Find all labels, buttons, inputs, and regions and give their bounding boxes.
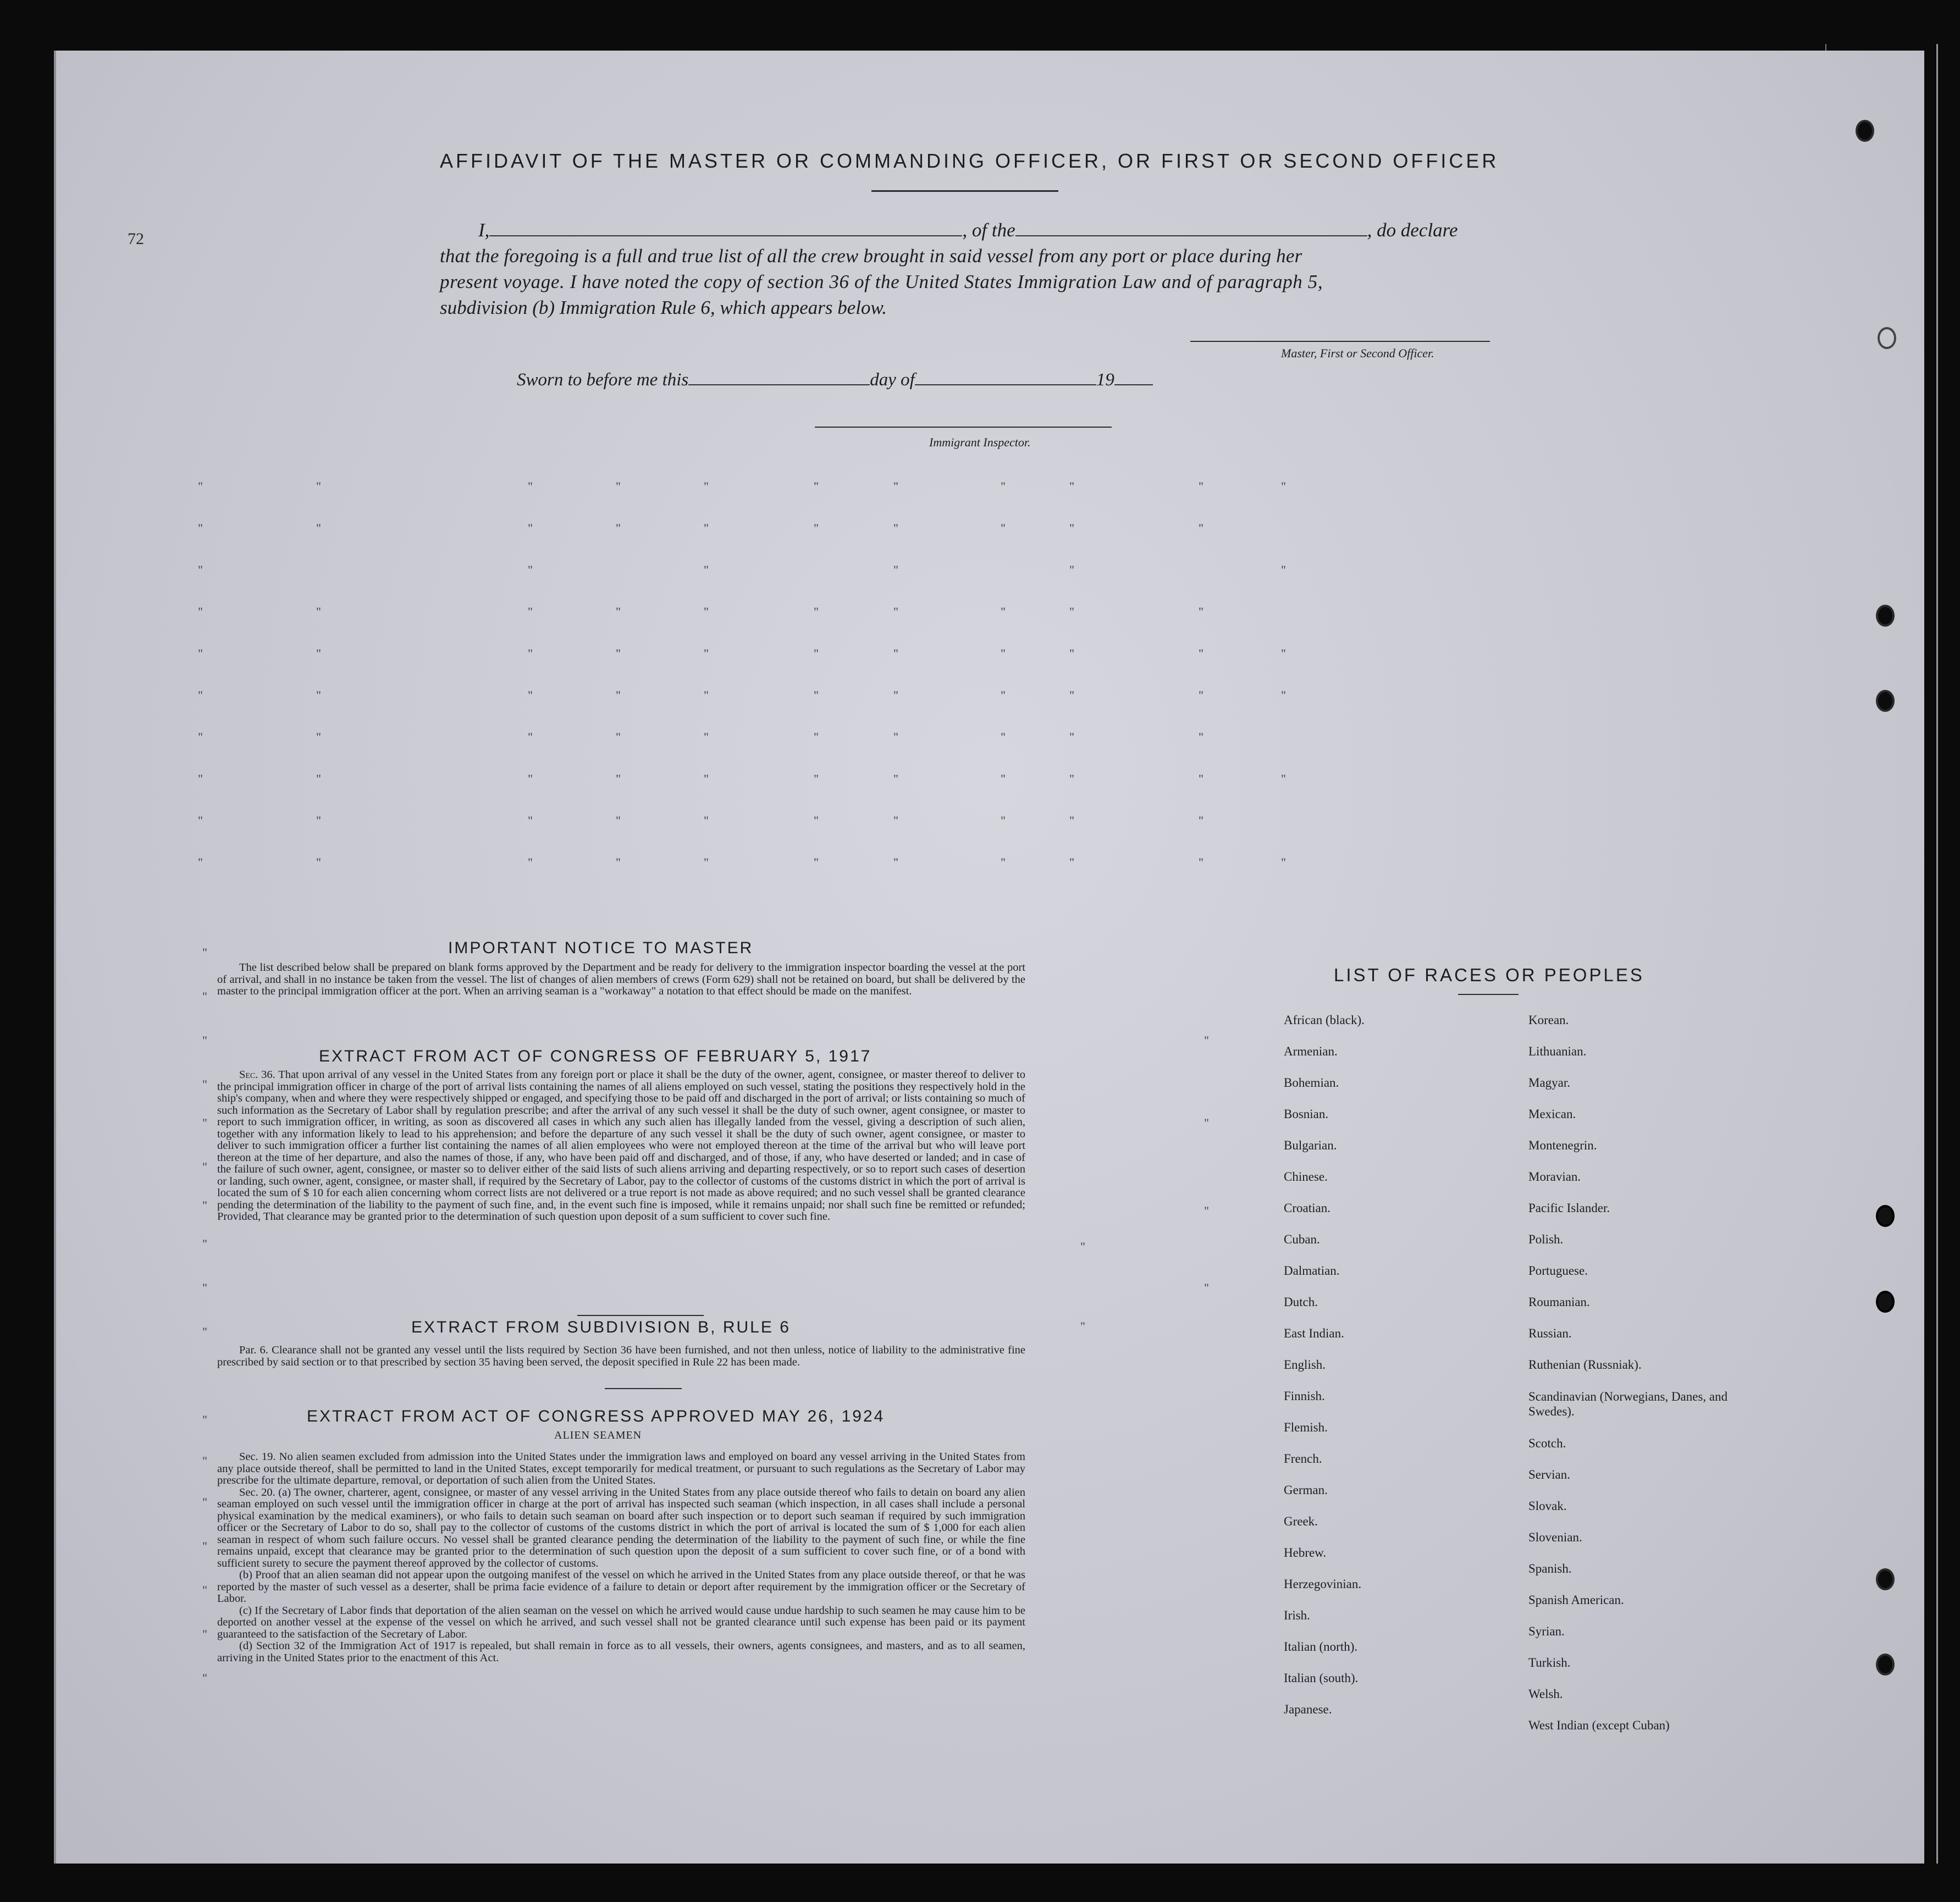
ditto-mark: "	[198, 772, 203, 786]
ditto-mark: "	[893, 688, 898, 702]
stamp-mark: 72	[128, 230, 144, 248]
race-item: West Indian (except Cuban)	[1528, 1718, 1670, 1732]
binder-hole	[1856, 120, 1874, 142]
race-item: Servian.	[1528, 1468, 1571, 1481]
race-item: Slovenian.	[1528, 1530, 1582, 1544]
race-item: Spanish American.	[1528, 1593, 1624, 1607]
race-item: Ruthenian (Russniak).	[1528, 1358, 1642, 1372]
sworn-day-blank	[688, 384, 870, 385]
ditto-mark: "	[316, 855, 321, 869]
ditto-mark: "	[202, 1198, 207, 1212]
ditto-mark: "	[814, 730, 819, 744]
ditto-mark: "	[893, 563, 898, 577]
ditto-mark: "	[1001, 855, 1006, 869]
extract-rule6-text	[217, 1345, 1025, 1368]
sworn-month-blank	[915, 384, 1096, 385]
ditto-mark: "	[316, 814, 321, 827]
ditto-mark: "	[1069, 646, 1074, 660]
race-item: English.	[1284, 1358, 1326, 1372]
sec-20c-text: (c) If the Secretary of Labor finds that deportation of the alien seaman on the vessel on which he arrived would cause undue hardship to such seamen he may cause him to be deported on another vessel at the expense of the vessel on which he arrived, and such vessel shall not be granted clearance until such expense has been paid or its payment guaranteed to the satisfaction of the Secretary of Labor.	[217, 1604, 1025, 1640]
affidavit-of-the: , of the	[962, 219, 1015, 241]
ditto-mark: "	[704, 688, 709, 702]
race-item: German.	[1284, 1483, 1328, 1497]
ditto-mark: "	[316, 772, 321, 786]
ditto-mark: "	[616, 605, 621, 618]
sec-36-text: That upon arrival of any vessel in the United States from any foreign port or place it shall be the duty of the owner, agent, consignee, or master thereof to deliver to the principal immigration officer in charge of the port of arrival lists containing the names of all aliens employed on such vessel, stating the positions they respectively hold in the ship's company, when and where they were respectively shipped or engaged, and specifying those to be paid off and discharged in the port of arrival; or lists containing so much of such information as the Secretary of Labor shall by regulation prescribe; and after the arrival of any such vessel it shall be the duty of such owner, agent consignee, or master to report to such immigration officer, in writing, as soon as discovered all cases in which any such alien has illegally landed from the vessel, giving a description of such alien, together with any information likely to lead to his apprehension; and before the departure of any such vessel it shall be the duty of such owner, agent consignee, or master to deliver to such immigration officer a further list containing the names of all alien employees who were not employed thereon at the time of the arrival but who will leave port thereon at the time of her departure, and also the names of those, if any, who have been paid off and discharged, and of those, if any, who have deserted or landed; and in case of the failure of such owner, agent, consignee, or master so to deliver either of the said lists of such aliens arriving and departing respectively, or so to report such cases of desertion or landing, such owner, agent, consignee, or master shall, if required by the Secretary of Labor, pay to the collector of customs of the customs district in which the port of arrival is located the sum of $ 10 for each alien concerning whom correct lists are not delivered or a true report is not made as above required; and no such vessel shall be granted clearance pending the determination of the liability to the payment of such fine, and, in the event such fine is imposed, while it remains unpaid; nor shall such fine be remitted or refunded; Provided, That clearance may be granted prior to the determination of such question upon deposit of a sum sufficient to cover such fine.	[217, 1069, 1025, 1223]
ditto-mark: "	[202, 946, 207, 959]
ditto-mark: "	[1069, 563, 1074, 577]
ditto-mark: "	[1199, 814, 1203, 827]
race-item: Montenegrin.	[1528, 1138, 1597, 1152]
race-item: Chinese.	[1284, 1170, 1328, 1184]
race-item: African (black).	[1284, 1013, 1365, 1027]
ditto-mark: "	[202, 1583, 207, 1597]
ditto-mark: "	[704, 563, 709, 577]
ditto-mark: "	[1281, 855, 1286, 869]
ditto-mark: "	[1204, 1204, 1209, 1218]
extract-1924-text	[217, 1451, 1025, 1664]
extract-1924-subtitle: ALIEN SEAMEN	[554, 1429, 642, 1441]
sec-20d-text: (d) Section 32 of the Immigration Act of 1917 is repealed, but shall remain in force as to all vessels, their owners, agents consignees, and masters, and as to all seamen, arriving in the United States prior to the enactment of this Act.	[217, 1640, 1025, 1664]
race-item: Hebrew.	[1284, 1546, 1327, 1560]
name-blank	[489, 235, 962, 236]
race-item: Dutch.	[1284, 1295, 1318, 1309]
ditto-mark: "	[1001, 688, 1006, 702]
ditto-mark: "	[1069, 730, 1074, 744]
affidavit-line-1	[440, 217, 1490, 243]
ditto-mark: "	[316, 521, 321, 535]
race-item: Cuban.	[1284, 1232, 1320, 1246]
ditto-mark: "	[704, 479, 709, 493]
ditto-mark: "	[198, 646, 203, 660]
race-item: Flemish.	[1284, 1420, 1328, 1434]
ditto-mark: "	[1199, 605, 1203, 618]
inspector-line	[815, 427, 1112, 428]
ditto-mark: "	[202, 1413, 207, 1426]
ditto-mark: "	[616, 772, 621, 786]
sec-36-label: Sec. 36.	[239, 1069, 275, 1081]
ditto-mark: "	[616, 521, 621, 535]
binder-hole	[1876, 1205, 1895, 1227]
ditto-mark: "	[893, 855, 898, 869]
race-item: Croatian.	[1284, 1201, 1330, 1215]
ditto-mark: "	[202, 989, 207, 1003]
ditto-mark: "	[893, 605, 898, 618]
races-left-column	[1284, 1013, 1365, 1734]
race-item: French.	[1284, 1452, 1322, 1466]
race-item: Italian (south).	[1284, 1671, 1359, 1685]
ditto-mark: "	[1069, 479, 1074, 493]
ditto-mark: "	[1001, 772, 1006, 786]
race-item: Greek.	[1284, 1514, 1318, 1528]
ditto-mark: "	[616, 479, 621, 493]
race-item: Japanese.	[1284, 1702, 1332, 1716]
ditto-mark: "	[1281, 646, 1286, 660]
binder-hole	[1876, 690, 1895, 712]
race-item: Welsh.	[1528, 1687, 1563, 1701]
ditto-mark: "	[202, 1281, 207, 1295]
ditto-mark: "	[814, 814, 819, 827]
ditto-mark: "	[1001, 646, 1006, 660]
ditto-mark: "	[198, 730, 203, 744]
binder-hole	[1878, 327, 1896, 349]
ditto-mark: "	[202, 1160, 207, 1174]
ditto-mark: "	[198, 479, 203, 493]
race-item: Spanish.	[1528, 1562, 1572, 1575]
ditto-mark: "	[528, 563, 533, 577]
ditto-mark: "	[202, 1539, 207, 1553]
ditto-mark: "	[316, 479, 321, 493]
ditto-mark: "	[1204, 1033, 1209, 1047]
ditto-mark: "	[893, 521, 898, 535]
ditto-mark: "	[1281, 688, 1286, 702]
race-item: Mexican.	[1528, 1107, 1576, 1121]
ditto-mark: "	[893, 814, 898, 827]
extract-rule6-title: EXTRACT FROM SUBDIVISION B, RULE 6	[411, 1318, 791, 1336]
race-item: Scandinavian (Norwegians, Danes, and Swedes).	[1528, 1390, 1728, 1418]
ditto-mark: "	[893, 730, 898, 744]
ditto-mark: "	[1080, 1240, 1085, 1253]
ditto-mark: "	[1199, 521, 1203, 535]
ditto-mark: "	[814, 479, 819, 493]
ditto-mark: "	[202, 1116, 207, 1130]
ditto-mark: "	[528, 605, 533, 618]
race-item: Armenian.	[1284, 1044, 1338, 1058]
ditto-mark: "	[704, 646, 709, 660]
affidavit-line-2: that the foregoing is a full and true list of all the crew brought in said vessel from any port or place during her	[440, 245, 1302, 267]
ditto-mark: "	[202, 1033, 207, 1047]
ditto-mark: "	[198, 814, 203, 827]
ditto-mark: "	[202, 1077, 207, 1091]
ditto-mark: "	[528, 855, 533, 869]
ditto-mark: "	[202, 1495, 207, 1509]
ditto-mark: "	[528, 646, 533, 660]
ditto-mark: "	[198, 688, 203, 702]
ditto-mark: "	[814, 521, 819, 535]
race-item: Bosnian.	[1284, 1107, 1329, 1121]
extract-1917-text	[217, 1069, 1025, 1223]
races-title-rule	[1458, 994, 1519, 995]
ditto-mark: "	[814, 605, 819, 618]
binder-hole	[1876, 605, 1895, 627]
sec-19-text: Sec. 19. No alien seamen excluded from admission into the United States under the immigration laws and employed on board any vessel arriving in the United States from any place outside thereof, shall be permitted to land in the United States, except temporarily for medical treatment, or pursuant to such regulations as the Secretary of Labor may prescribe for the ultimate departure, removal, or deportation of such alien from the United States.	[217, 1451, 1025, 1486]
notice-paragraph: The list described below shall be prepared on blank forms approved by the Department and be ready for delivery to the immigration inspector boarding the vessel at the port of arrival, and shall in no instance be taken from the vessel. The list of changes of alien members of crews (Form 629) shall not be retained on board, but shall be delivered by the master to the principal immigration officer at the port. When an arriving seaman is a "workaway" a notation to that effect should be made on the manifest.	[217, 961, 1025, 997]
ditto-mark: "	[704, 855, 709, 869]
ditto-mark: "	[1080, 1319, 1085, 1333]
ditto-mark: "	[316, 688, 321, 702]
ditto-mark: "	[616, 814, 621, 827]
ditto-mark: "	[202, 1237, 207, 1251]
sworn-line	[517, 370, 1153, 390]
ditto-mark: "	[1199, 772, 1203, 786]
sworn-year: 19	[1096, 370, 1114, 390]
race-item: Moravian.	[1528, 1170, 1581, 1184]
ditto-mark: "	[1001, 521, 1006, 535]
ditto-mark: "	[704, 814, 709, 827]
ditto-mark: "	[814, 688, 819, 702]
sworn-day-of: day of	[870, 370, 915, 390]
section-rule	[577, 1315, 704, 1316]
notice-text	[217, 962, 1025, 998]
ditto-mark: "	[198, 605, 203, 618]
race-item: Slovak.	[1528, 1499, 1567, 1513]
ditto-mark: "	[1199, 855, 1203, 869]
race-item: Herzegovinian.	[1284, 1577, 1362, 1591]
ditto-mark: "	[616, 688, 621, 702]
ditto-mark: "	[528, 814, 533, 827]
race-item: Magyar.	[1528, 1076, 1571, 1090]
ditto-mark: "	[814, 646, 819, 660]
ditto-mark: "	[316, 730, 321, 744]
race-item: Irish.	[1284, 1608, 1310, 1622]
ditto-mark: "	[1069, 772, 1074, 786]
section-rule	[605, 1388, 682, 1389]
race-item: Bulgarian.	[1284, 1138, 1337, 1152]
ditto-mark: "	[202, 1454, 207, 1468]
affidavit-line-4: subdivision (b) Immigration Rule 6, which appears below.	[440, 297, 887, 318]
ditto-mark: "	[893, 646, 898, 660]
ditto-mark: "	[616, 730, 621, 744]
extract-1917-title: EXTRACT FROM ACT OF CONGRESS OF FEBRUARY 5, 1917	[319, 1047, 872, 1065]
ditto-mark: "	[1001, 479, 1006, 493]
binder-hole	[1876, 1654, 1895, 1676]
ditto-mark: "	[1001, 814, 1006, 827]
ditto-mark: "	[528, 521, 533, 535]
ditto-mark: "	[893, 479, 898, 493]
race-item: Turkish.	[1528, 1656, 1571, 1669]
inspector-label: Immigrant Inspector.	[929, 435, 1031, 449]
extract-1924-title: EXTRACT FROM ACT OF CONGRESS APPROVED MAY 26, 1924	[307, 1407, 885, 1425]
race-item: Scotch.	[1528, 1436, 1566, 1450]
race-item: Polish.	[1528, 1232, 1564, 1246]
ditto-mark: "	[814, 772, 819, 786]
ditto-mark: "	[528, 730, 533, 744]
affidavit-i: I,	[478, 219, 490, 241]
affidavit-text	[440, 217, 1490, 320]
ditto-mark: "	[528, 479, 533, 493]
sworn-year-blank	[1114, 384, 1153, 385]
ditto-mark: "	[1281, 479, 1286, 493]
races-title: LIST OF RACES OR PEOPLES	[1334, 965, 1644, 985]
ditto-mark: "	[1199, 646, 1203, 660]
ditto-mark: "	[1281, 563, 1286, 577]
sworn-text: Sworn to before me this	[517, 370, 689, 390]
race-item: Bohemian.	[1284, 1076, 1339, 1090]
affidavit-title: AFFIDAVIT OF THE MASTER OR COMMANDING OFFICER, OR FIRST OR SECOND OFFICER	[440, 150, 1499, 172]
affidavit-do-declare: , do declare	[1367, 219, 1458, 241]
race-item: Finnish.	[1284, 1389, 1325, 1403]
race-item: Korean.	[1528, 1013, 1569, 1027]
ditto-mark: "	[1199, 479, 1203, 493]
ditto-mark: "	[202, 1627, 207, 1641]
ditto-mark: "	[202, 1671, 207, 1685]
ditto-mark: "	[1199, 688, 1203, 702]
signature-label: Master, First or Second Officer.	[1281, 346, 1434, 360]
race-item: Syrian.	[1528, 1624, 1565, 1638]
ditto-mark: "	[893, 772, 898, 786]
ditto-mark: "	[1001, 605, 1006, 618]
ditto-mark: "	[202, 1325, 207, 1339]
ditto-mark: "	[528, 772, 533, 786]
sec-20a-text: Sec. 20. (a) The owner, charterer, agent, consignee, or master of any vessel arriving in the United States from any place outside thereof who fails to detain on board any alien seaman employed on such vessel until the immigration officer in charge at the port of arrival has inspected such seaman (which inspection, in all cases shall include a personal physical examination by the medical examiners), or who fails to detain such seaman on board after such inspection or to deport such seaman if required by such immigration officer or the Secretary of Labor to do so, shall pay to the collector of customs of the customs district in which the port of arrival is located the sum of $ 1,000 for each alien seaman in respect of whom such failure occurs. No vessel shall be granted clearance pending the determination of the liability to the payment of such fine, or while the fine remains unpaid, except that clearance may be granted prior to the determination of such question upon the deposit of a sum sufficient to cover such fine, or of a bond with sufficient surety to secure the payment thereof approved by the collector of customs.	[217, 1486, 1025, 1569]
binder-hole	[1876, 1291, 1895, 1313]
ditto-mark: "	[1069, 855, 1074, 869]
ditto-mark: "	[1001, 730, 1006, 744]
ditto-mark: "	[528, 688, 533, 702]
vessel-blank	[1015, 235, 1367, 236]
races-right-column	[1528, 1013, 1759, 1750]
binder-hole	[1876, 1568, 1895, 1590]
ditto-mark: "	[316, 605, 321, 618]
ditto-mark: "	[616, 646, 621, 660]
race-item: Lithuanian.	[1528, 1044, 1587, 1058]
ditto-mark: "	[616, 855, 621, 869]
ditto-mark: "	[198, 855, 203, 869]
sec-20b-text: (b) Proof that an alien seaman did not appear upon the outgoing manifest of the vessel on which he arrived in the United States from any place outside thereof, or that he was reported by the master of such vessel as a deserter, shall be prima facie evidence of a failure to detain or deport after requirement by the immigration officer or the Secretary of Labor.	[217, 1569, 1025, 1605]
affidavit-line-3: present voyage. I have noted the copy of section 36 of the United States Immigration Law and of paragraph 5,	[440, 271, 1323, 292]
race-item: East Indian.	[1284, 1326, 1344, 1340]
ditto-mark: "	[1199, 730, 1203, 744]
race-item: Roumanian.	[1528, 1295, 1590, 1309]
ditto-mark: "	[316, 646, 321, 660]
rule6-paragraph: Par. 6. Clearance shall not be granted any vessel until the lists required by Section 36 have been furnished, and not then unless, notice of liability to the administrative fine prescribed by said section or to that prescribed by section 35 having been served, the deposit specified in Rule 22 has been made.	[217, 1344, 1025, 1368]
ditto-mark: "	[704, 730, 709, 744]
race-item: Portuguese.	[1528, 1264, 1588, 1278]
race-item: Italian (north).	[1284, 1640, 1358, 1654]
ditto-mark: "	[198, 521, 203, 535]
ditto-mark: "	[704, 605, 709, 618]
ditto-mark: "	[198, 563, 203, 577]
ditto-mark: "	[1281, 772, 1286, 786]
ditto-mark: "	[1069, 814, 1074, 827]
signature-line	[1190, 341, 1490, 342]
race-item: Pacific Islander.	[1528, 1201, 1610, 1215]
ditto-mark: "	[1204, 1116, 1209, 1130]
race-item: Dalmatian.	[1284, 1264, 1340, 1278]
title-rule	[871, 190, 1058, 192]
ditto-mark: "	[814, 855, 819, 869]
ditto-mark: "	[704, 772, 709, 786]
race-item: Russian.	[1528, 1326, 1572, 1340]
ditto-mark: "	[1069, 688, 1074, 702]
ditto-mark: "	[1069, 521, 1074, 535]
notice-title: IMPORTANT NOTICE TO MASTER	[448, 939, 754, 957]
ditto-mark: "	[1069, 605, 1074, 618]
ditto-mark: "	[1204, 1281, 1209, 1295]
ditto-mark: "	[704, 521, 709, 535]
